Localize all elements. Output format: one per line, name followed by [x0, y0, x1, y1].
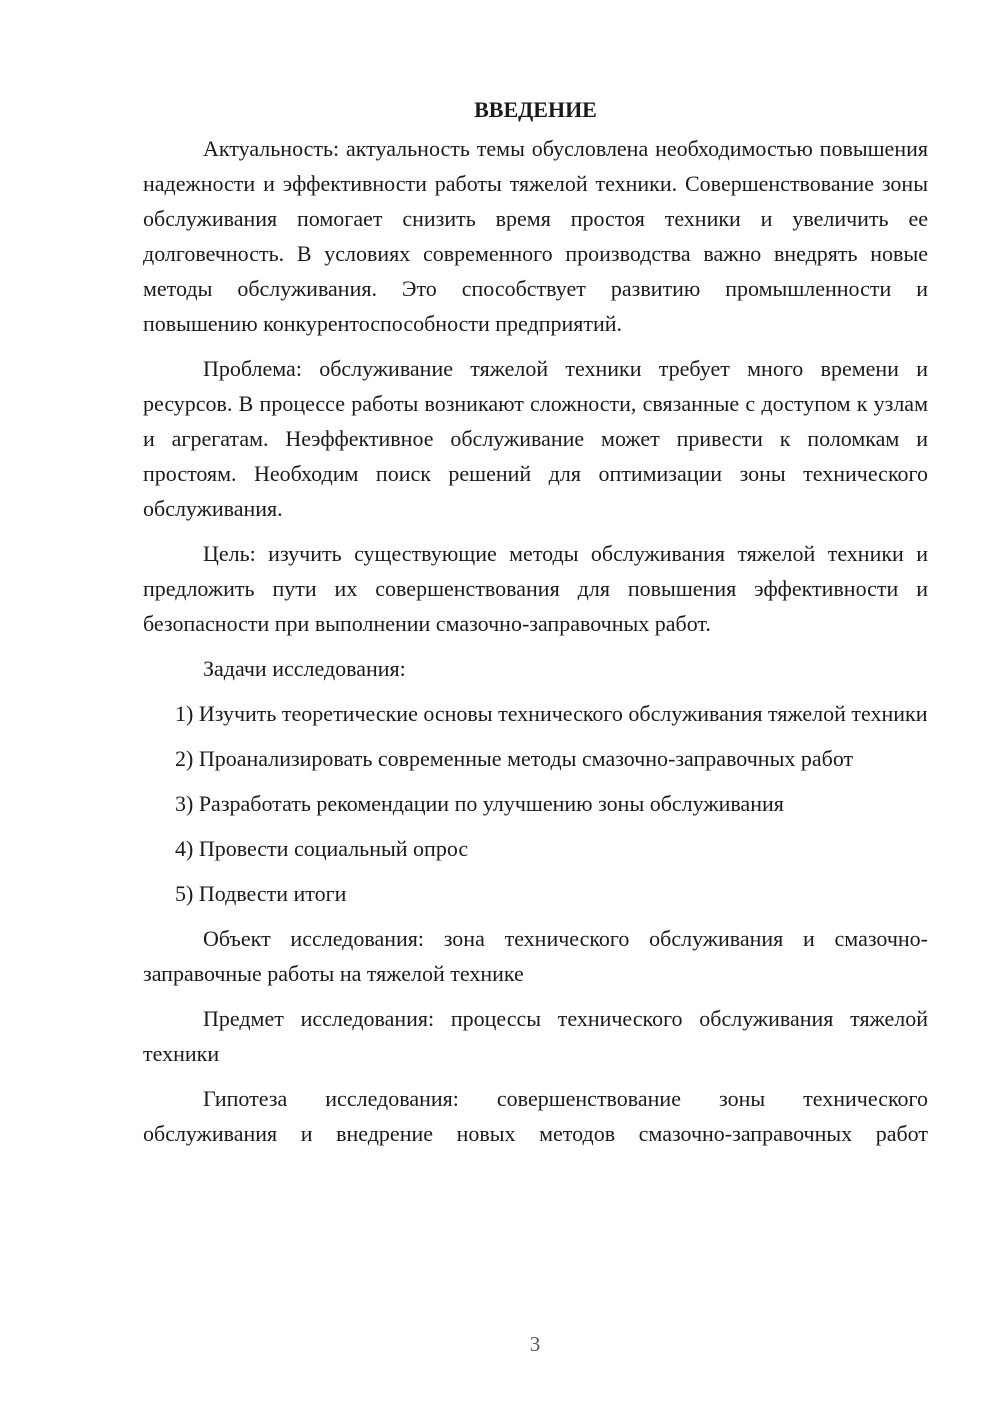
- task-item-1: 1) Изучить теоретические основы технического обслуживания тяжелой техники: [175, 701, 928, 726]
- task-item-4: 4) Провести социальный опрос: [175, 836, 469, 861]
- section-title: ВВЕДЕНИЕ: [474, 97, 597, 122]
- paragraph-hypothesis: Гипотеза исследования: совершенствование зоны технического обслуживания и внедрение новых методов смазочно-заправочных работ: [143, 1086, 928, 1146]
- paragraph-object: Объект исследования: зона технического обслуживания и смазочно-заправочные работы на тяжелой технике: [143, 926, 928, 986]
- task-item-5: 5) Подвести итоги: [175, 881, 347, 906]
- task-item-3: 3) Разработать рекомендации по улучшению зоны обслуживания: [175, 791, 784, 816]
- paragraph-subject: Предмет исследования: процессы технического обслуживания тяжелой техники: [143, 1006, 928, 1066]
- paragraph-goal: Цель: изучить существующие методы обслуживания тяжелой техники и предложить пути их совершенствования для повышения эффективности и безопасности при выполнении смазочно-заправочных работ.: [143, 541, 928, 636]
- tasks-heading: Задачи исследования:: [203, 656, 406, 681]
- paragraph-relevance: Актуальность: актуальность темы обусловлена необходимостью повышения надежности и эффективности работы тяжелой техники. Совершенствование зоны обслуживания помогает снизить время простоя техники и увеличить ее долговечность. В условиях современного производства важно внедрять новые методы обслуживания. Это способствует развитию промышленности и повышению конкурентоспособности предприятий.: [143, 136, 928, 336]
- paragraph-problem: Проблема: обслуживание тяжелой техники требует много времени и ресурсов. В процессе работы возникают сложности, связанные с доступом к узлам и агрегатам. Неэффективное обслуживание может привести к поломкам и простоям. Необходим поиск решений для оптимизации зоны технического обслуживания.: [143, 356, 928, 521]
- task-item-2: 2) Проанализировать современные методы смазочно-заправочных работ: [175, 746, 854, 771]
- page-content: [143, 92, 928, 1161]
- page-number: 3: [529, 1332, 541, 1356]
